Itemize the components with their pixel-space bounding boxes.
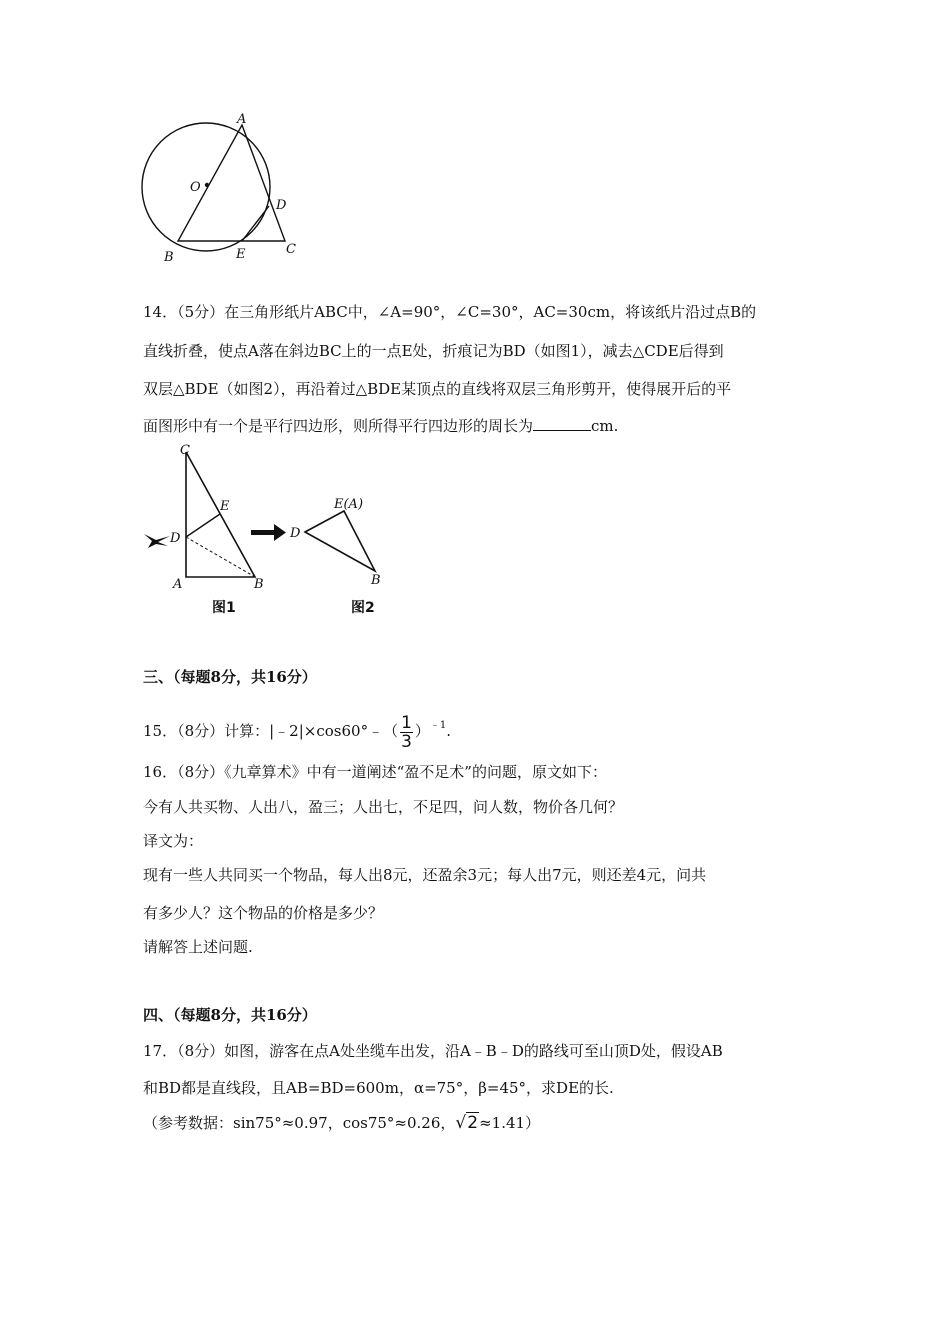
circle-o	[142, 123, 270, 251]
fig1-label-a: A	[173, 577, 183, 592]
section-4-heading: 四、（每题8分，共16分）	[143, 1006, 317, 1024]
q14-line-2: 直线折叠，使点A落在斜边BC上的一点E处，折痕记为BD（如图1），减去△CDE后得到	[143, 342, 724, 360]
fig2-label-d: D	[290, 526, 301, 541]
fig1-segment-de	[186, 514, 220, 537]
center-dot	[205, 183, 209, 187]
q17-line-2: 和BD都是直线段，且AB=BD=600m，α=75°，β=45°，求DE的长.	[143, 1079, 614, 1097]
q14-line-4-text: 面图形中有一个是平行四边形，则所得平行四边形的周长为	[143, 417, 534, 435]
q15-paren-close: ）	[414, 722, 430, 740]
label-c: C	[286, 242, 296, 257]
q16-line-4: 现有一些人共同买一个物品，每人出8元，还盈余3元；每人出7元，则还差4元，问共	[143, 866, 707, 884]
segment-de	[242, 206, 269, 241]
q16-line-3: 译文为：	[143, 832, 204, 850]
q17-line-1: 17．（8分）如图，游客在点A处坐缆车出发，沿A﹣B﹣D的路线可至山顶D处，假设AB	[143, 1042, 723, 1060]
fraction-one-third	[400, 714, 413, 751]
fraction-numerator: 1	[401, 712, 412, 733]
fig2-label-ea: E(A)	[334, 497, 364, 512]
sqrt-symbol: √2	[455, 1113, 479, 1133]
fig2-triangle-bde	[305, 511, 375, 571]
fig1-label-c: C	[180, 443, 190, 458]
label-b: B	[164, 250, 174, 265]
arrow-right-icon	[251, 524, 286, 541]
fig2-label-b: B	[371, 573, 381, 588]
q17-line-3	[143, 1110, 540, 1136]
fig1-label-e: E	[220, 499, 230, 514]
caption-fig2: 图2	[351, 600, 375, 616]
caption-fig1: 图1	[212, 600, 236, 616]
q16-line-5: 有多少人？这个物品的价格是多少？	[143, 904, 384, 922]
q16-line-1: 16．（8分）《九章算术》中有一道阐述“盈不足术”的问题，原文如下：	[143, 763, 607, 781]
q14-line-3: 双层△BDE（如图2），再沿着过△BDE某顶点的直线将双层三角形剪开，使得展开后的平	[143, 380, 732, 398]
label-d: D	[276, 198, 287, 213]
section-3-heading: 三、（每题8分，共16分）	[143, 668, 317, 686]
scissors-icon	[144, 534, 170, 548]
q16-line-2: 今有人共买物、人出八，盈三；人出七，不足四，问人数，物价各几何？	[143, 798, 624, 816]
label-a: A	[237, 112, 247, 127]
answer-blank	[533, 416, 591, 431]
q15-tail: .	[446, 722, 452, 740]
label-o: O	[190, 180, 201, 195]
fraction-denominator: 3	[401, 731, 412, 752]
q16-line-6: 请解答上述问题.	[143, 938, 253, 956]
q14-line-4	[143, 416, 618, 436]
fig1-triangle	[186, 452, 255, 577]
label-e: E	[236, 247, 246, 262]
sqrt-radicand: 2	[467, 1113, 479, 1133]
q15-exponent: ﹣1	[429, 720, 447, 731]
q14-unit: cm.	[591, 417, 619, 435]
figure-13-circle-triangle	[135, 110, 315, 270]
q15-text: 15．（8分）计算：|﹣2|×cos60°﹣（	[143, 722, 399, 740]
q17-reference-tail: ≈1.41）	[479, 1114, 541, 1132]
q15-line	[143, 708, 451, 751]
q14-line-1: 14．（5分）在三角形纸片ABC中，∠A=90°，∠C=30°，AC=30cm，将该纸片沿过点B的	[143, 303, 757, 321]
q17-reference-data: （参考数据：sin75°≈0.97，cos75°≈0.26，	[143, 1114, 456, 1132]
fig1-label-b: B	[254, 577, 264, 592]
figure-14-folding	[138, 440, 398, 620]
fig1-label-d: D	[170, 531, 181, 546]
